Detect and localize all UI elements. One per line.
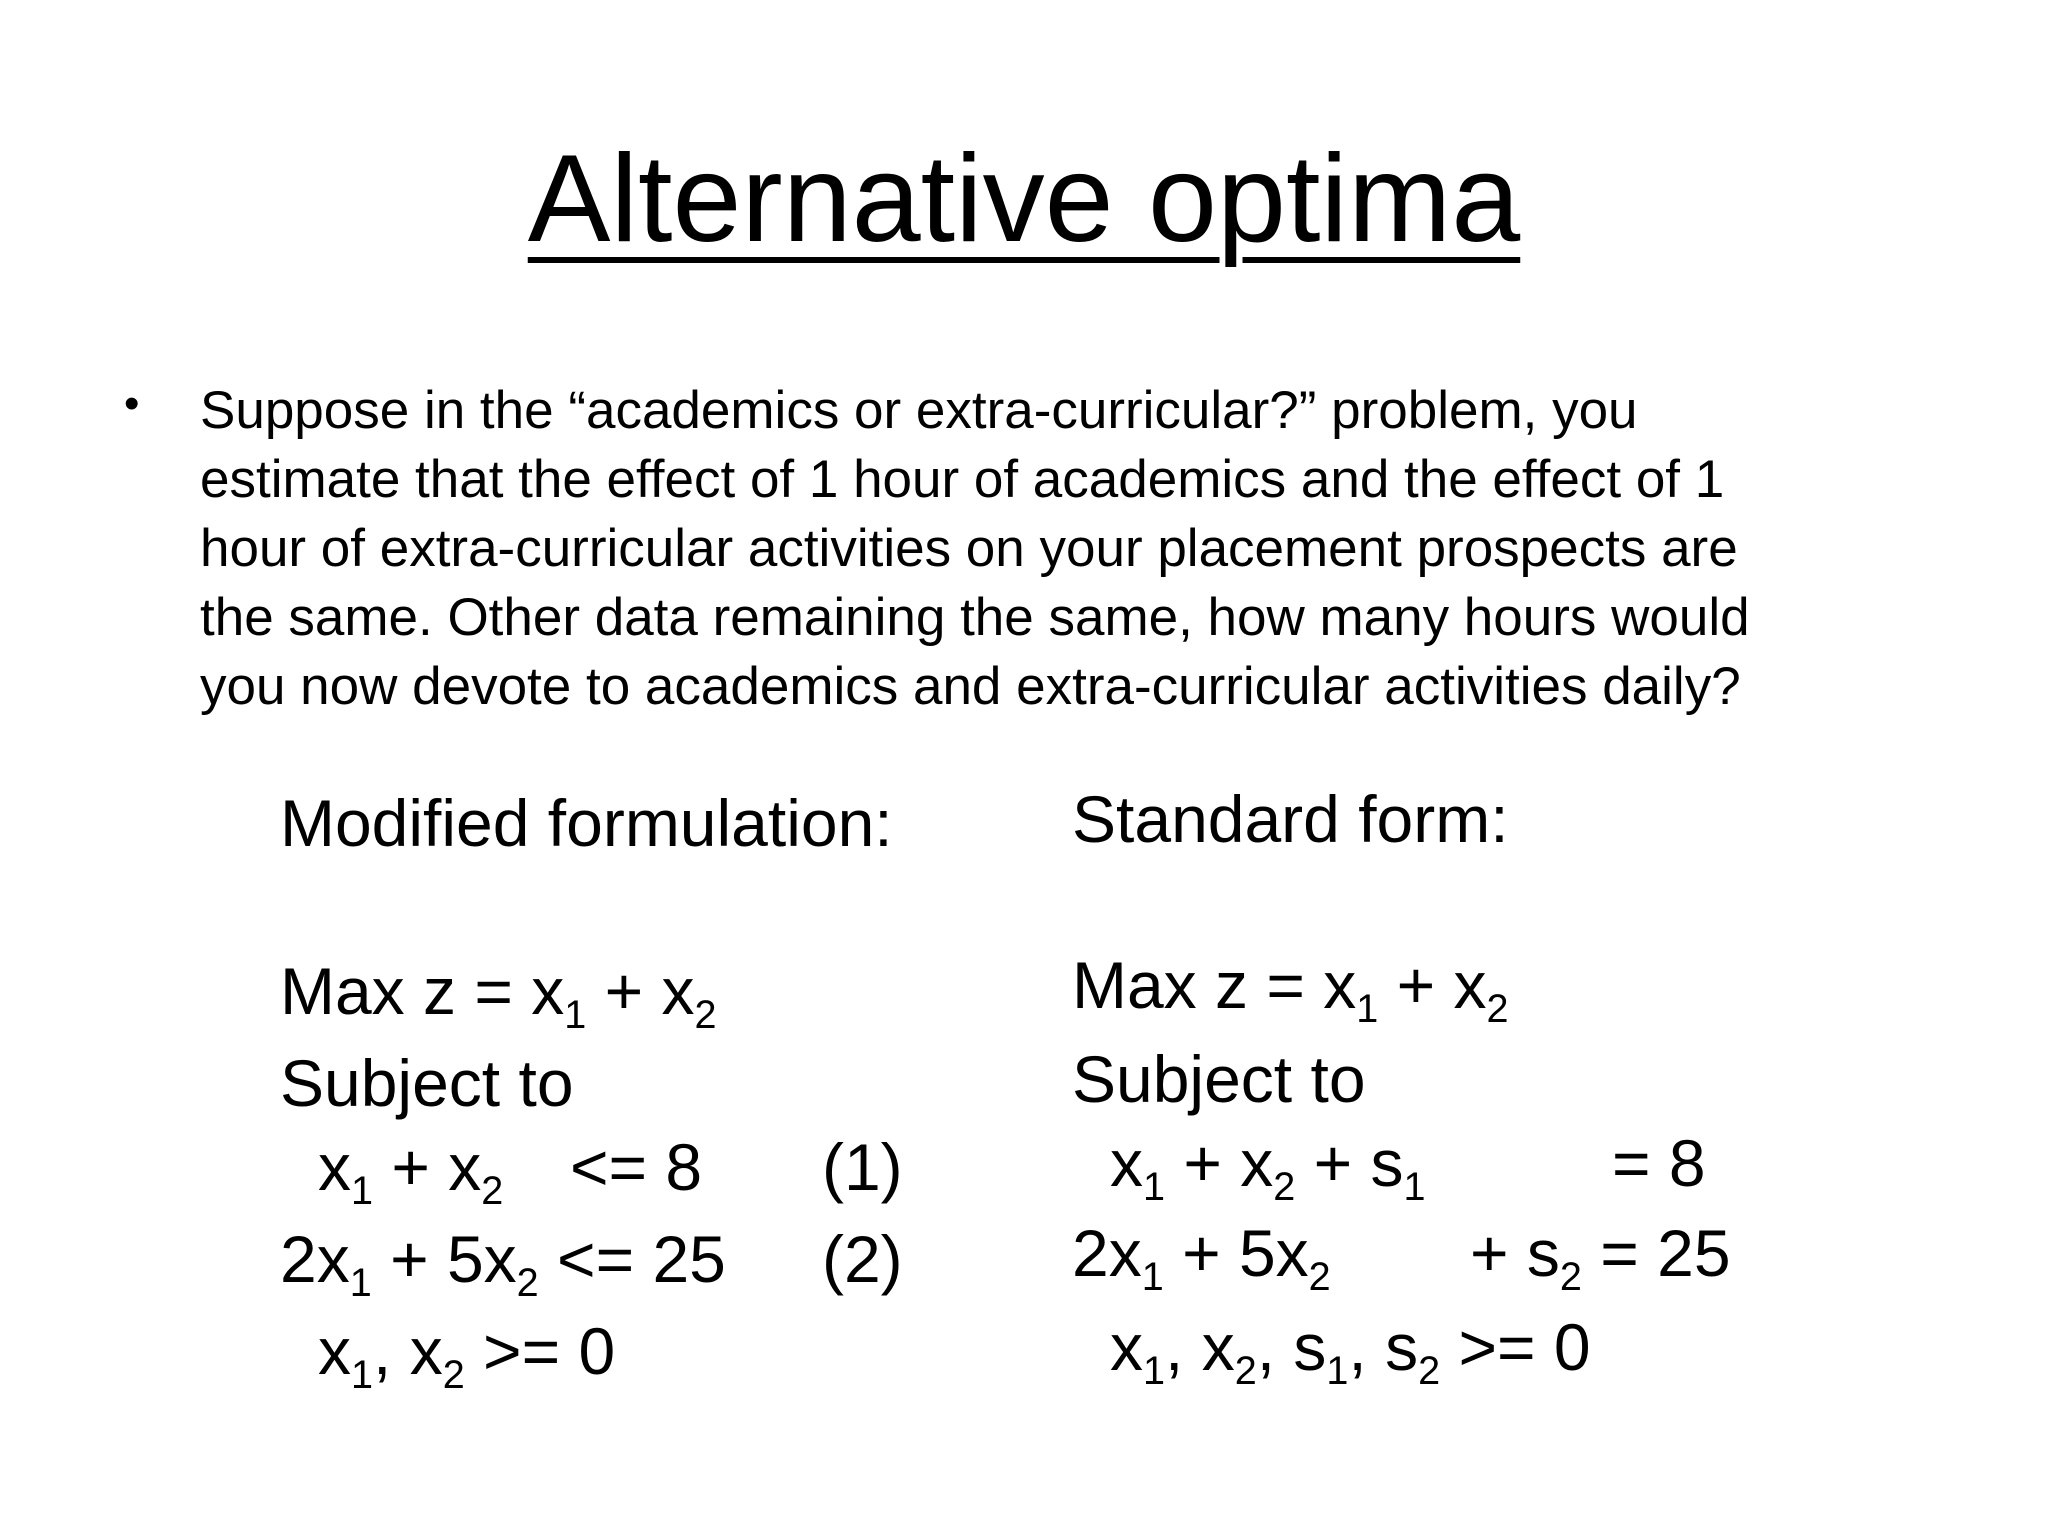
modified-nonnegativity: $x_1$, $x_2 >= 0$ (318, 1314, 616, 1397)
modified-constraint-1-relation: <= 8 (570, 1130, 703, 1204)
modified-constraint-2-tag: (2) (822, 1222, 903, 1296)
bullet-line: estimate that the effect of 1 hour of academics and the effect of 1 (200, 450, 1725, 509)
standard-constraint-1-relation: = 8 (1612, 1126, 1706, 1200)
modified-constraint-2: $2x_1 + 5x_2 <= 25$ (280, 1222, 726, 1305)
modified-constraint-1: $x_1 + x_2$ (318, 1130, 504, 1213)
standard-subject-to: Subject to (1072, 1042, 1366, 1116)
bullet-line: Suppose in the “academics or extra-curricular?” problem, you (200, 381, 1638, 440)
modified-subject-to: Subject to (280, 1046, 574, 1120)
bullet-line: hour of extra-curricular activities on your placement prospects are (200, 519, 1738, 578)
bullet-marker: • (124, 379, 140, 428)
standard-constraint-2: $2x_1 + 5x_2$ (1072, 1216, 1331, 1299)
bullet-line: the same. Other data remaining the same, how many hours would (200, 588, 1750, 647)
modified-objective: Max $z = x_1 + x_2$ (280, 954, 717, 1037)
bullet-paragraph (200, 376, 1960, 721)
modified-heading: Modified formulation: (280, 786, 893, 860)
standard-constraint-2-slack: + $s_2 = 25$ (1470, 1216, 1731, 1299)
standard-objective: Max $z = x_1 + x_2$ (1072, 948, 1509, 1031)
standard-nonnegativity: $x_1$, $x_2$, $s_1$, $s_2 >= 0$ (1110, 1310, 1591, 1393)
standard-heading: Standard form: (1072, 782, 1509, 856)
standard-constraint-1: $x_1 + x_2 + s_1$ (1110, 1126, 1426, 1209)
modified-constraint-1-tag: (1) (822, 1130, 903, 1204)
slide-title: Alternative optima (527, 130, 1521, 268)
bullet-line: you now devote to academics and extra-curricular activities daily? (200, 657, 1741, 716)
